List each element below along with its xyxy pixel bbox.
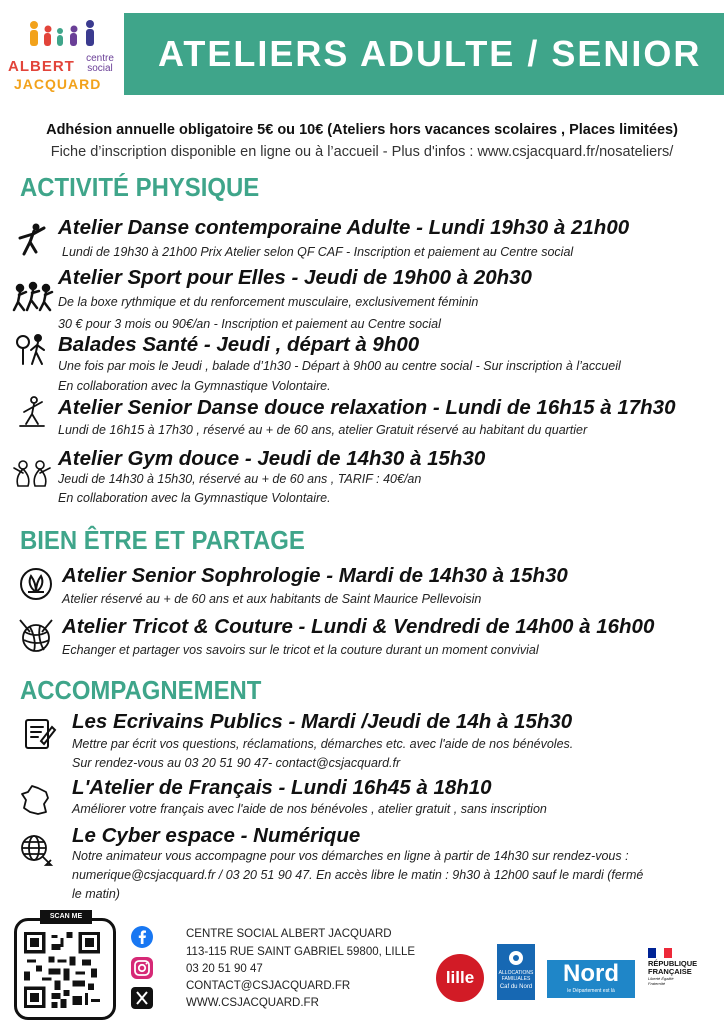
activity-desc: De la boxe rythmique et du renforcement musculaire, exclusivement féminin bbox=[58, 295, 479, 309]
address-line: CENTRE SOCIAL ALBERT JACQUARD bbox=[186, 928, 392, 940]
activity-title: Atelier Sport pour Elles - Jeudi de 19h00 à 20h30 bbox=[58, 266, 532, 289]
activity-title: L'Atelier de Français - Lundi 16h45 à 18h10 bbox=[72, 776, 492, 799]
walker-icon bbox=[14, 332, 50, 368]
section-title-physique: ACTIVITÉ PHYSIQUE bbox=[20, 172, 260, 202]
activity-desc: En collaboration avec la Gymnastique Volontaire. bbox=[58, 491, 331, 505]
lille-logo bbox=[436, 954, 484, 1002]
leaf-icon bbox=[18, 566, 54, 602]
activity-title: Les Ecrivains Publics - Mardi /Jeudi de 14h à 15h30 bbox=[72, 710, 573, 733]
nord-text: Nord bbox=[563, 960, 619, 987]
activity-title: Atelier Senior Danse douce relaxation - Lundi de 16h15 à 17h30 bbox=[58, 396, 676, 419]
france-map-icon bbox=[18, 782, 54, 818]
french-flag-icon bbox=[648, 948, 672, 958]
activity-desc: le matin) bbox=[72, 887, 120, 901]
caf-logo bbox=[497, 944, 535, 1000]
website[interactable]: WWW.CSJACQUARD.FR bbox=[186, 997, 319, 1009]
activity-title: Atelier Senior Sophrologie - Mardi de 14h30 à 15h30 bbox=[62, 564, 568, 587]
x-twitter-icon[interactable] bbox=[130, 986, 154, 1010]
activity-title: Balades Santé - Jeudi , départ à 9h00 bbox=[58, 333, 420, 356]
lille-text: lille bbox=[445, 968, 475, 987]
logo bbox=[8, 14, 120, 96]
dancer-icon bbox=[14, 222, 50, 258]
logo-jacquard: JACQUARD bbox=[14, 76, 102, 92]
section-title-accompagnement: ACCOMPAGNEMENT bbox=[20, 675, 262, 705]
nord-logo bbox=[547, 960, 635, 998]
email[interactable]: CONTACT@CSJACQUARD.FR bbox=[186, 980, 351, 992]
activity-title: Atelier Danse contemporaine Adulte - Lundi 19h30 à 21h00 bbox=[58, 216, 630, 239]
activity-title: Atelier Tricot & Couture - Lundi & Vendredi de 14h00 à 16h00 bbox=[62, 615, 655, 638]
activity-desc: Jeudi de 14h30 à 15h30, réservé au + de 60 ans , TARIF : 40€/an bbox=[58, 472, 422, 486]
activity-desc: Sur rendez-vous au 03 20 51 90 47- contact@csjacquard.fr bbox=[72, 756, 401, 770]
section-title-bienetre: BIEN ÊTRE ET PARTAGE bbox=[20, 525, 305, 555]
activity-desc: Améliorer votre français avec l'aide de nos bénévoles , atelier gratuit , sans inscription bbox=[72, 802, 547, 816]
activity-desc: Notre animateur vous accompagne pour vos démarches en ligne à partir de 14h30 sur rendez-vous : bbox=[72, 849, 629, 863]
activity-desc: Lundi de 19h30 à 21h00 Prix Atelier selon QF CAF - Inscription et paiement au Centre social bbox=[62, 245, 574, 259]
yarn-icon bbox=[16, 616, 56, 656]
registration-info: Fiche d’inscription disponible en ligne ou à l’accueil - Plus d'infos : www.csjacquard.fr/nosateliers/ bbox=[50, 144, 674, 160]
membership-info: Adhésion annuelle obligatoire 5€ ou 10€ (Ateliers hors vacances scolaires , Places limitées) bbox=[46, 122, 678, 138]
activity-desc: Mettre par écrit vos questions, réclamations, démarches etc. avec l'aide de nos bénévoles. bbox=[72, 737, 574, 751]
activity-desc: Echanger et partager vos savoirs sur le tricot et la couture durant un moment convivial bbox=[62, 643, 539, 657]
activity-desc: 30 € pour 3 mois ou 90€/an - Inscription et paiement au Centre social bbox=[58, 317, 441, 331]
activity-desc: Atelier réservé au + de 60 ans et aux habitants de Saint Maurice Pellevoisin bbox=[62, 592, 482, 606]
nord-sub: le Département est là bbox=[567, 988, 615, 994]
yoga-icon bbox=[14, 394, 50, 430]
rf-text: RÉPUBLIQUE FRANÇAISE bbox=[648, 959, 698, 976]
page-title: ATELIERS ADULTE / SENIOR bbox=[158, 33, 702, 74]
family-figures-icon bbox=[24, 20, 104, 50]
title-banner bbox=[124, 13, 724, 95]
logo-albert: ALBERT bbox=[8, 58, 75, 75]
activity-title: Le Cyber espace - Numérique bbox=[72, 824, 361, 847]
activity-desc: En collaboration avec la Gymnastique Volontaire. bbox=[58, 379, 331, 393]
rf-motto: Liberté Égalité Fraternité bbox=[648, 976, 674, 986]
republique-francaise-logo bbox=[648, 948, 712, 1000]
caf-sub: Caf du Nord bbox=[499, 984, 533, 990]
scan-me-label: SCAN ME bbox=[40, 910, 92, 924]
logo-tagline: centre social bbox=[86, 53, 114, 74]
activity-title: Atelier Gym douce - Jeudi de 14h30 à 15h30 bbox=[58, 447, 486, 470]
qr-code[interactable] bbox=[24, 932, 100, 1008]
caf-text: ALLOCATIONS FAMILIALES bbox=[498, 970, 534, 982]
runners-icon bbox=[12, 280, 54, 316]
caf-emblem-icon bbox=[506, 948, 526, 968]
facebook-icon[interactable] bbox=[130, 925, 154, 949]
address-line: 113-115 RUE SAINT GABRIEL 59800, LILLE bbox=[186, 946, 416, 958]
phone: 03 20 51 90 47 bbox=[186, 963, 263, 975]
globe-icon bbox=[18, 832, 54, 868]
instagram-icon[interactable] bbox=[130, 956, 154, 980]
writing-icon bbox=[22, 716, 58, 752]
gym-icon bbox=[12, 456, 52, 492]
activity-desc: numerique@csjacquard.fr / 03 20 51 90 47. En accès libre le matin : 9h30 à 12h00 sauf le mardi (fermé bbox=[72, 868, 644, 882]
activity-desc: Lundi de 16h15 à 17h30 , réservé au + de 60 ans, atelier Gratuit réservé au habitant du quartier bbox=[58, 423, 588, 437]
activity-desc: Une fois par mois le Jeudi , balade d’1h30 - Départ à 9h00 au centre social - Sur inscription à l’accueil bbox=[58, 359, 621, 373]
